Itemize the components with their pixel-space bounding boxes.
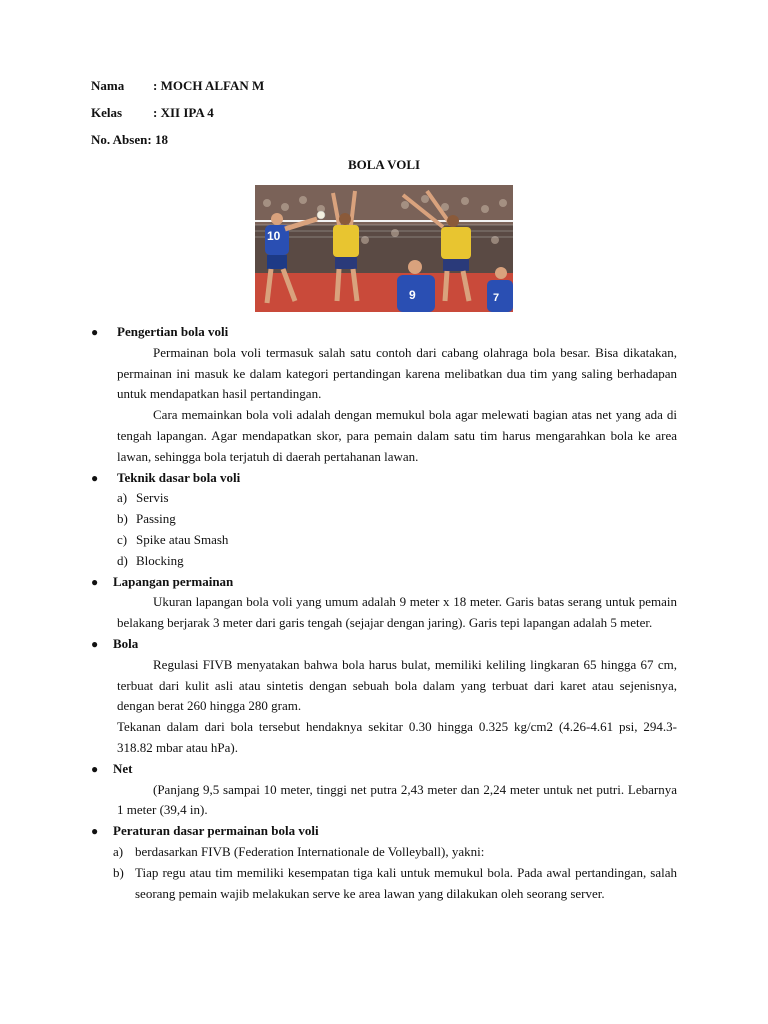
section-heading-net [91, 759, 677, 780]
list-item-text: Spike atau Smash [136, 531, 229, 547]
section-heading-lapangan [91, 572, 677, 593]
list-item-text: Tiap regu atau tim memiliki kesempatan tiga kali untuk memukul bola. Pada awal pertandingan, salah seorang pemain wajib melakukan serve ke area lawan yang dilakukan oleh seorang server. [135, 864, 677, 901]
volleyball-photo-illustration [255, 185, 513, 312]
bullet-icon: ● [91, 325, 99, 339]
list-marker: b) [113, 864, 124, 880]
student-name-row [91, 78, 264, 94]
list-marker: b) [117, 511, 128, 527]
bullet-icon: ● [91, 636, 99, 651]
student-number-value: : 18 [147, 132, 168, 147]
list-marker: d) [117, 552, 128, 568]
paragraph: Ukuran lapangan bola voli yang umum adalah 9 meter x 18 meter. Garis batas serang untuk pemain belakang berjarak 3 meter dari garis tengah (sejajar dengan jaring). Garis tepi lapangan adalah 5 meter. [117, 594, 677, 631]
student-class-label: Kelas [91, 105, 123, 120]
heading-text: Lapangan permainan [113, 573, 234, 589]
list-item [113, 863, 677, 905]
student-class-row [91, 105, 214, 121]
jersey-number-10: 10 [267, 229, 281, 243]
heading-text: Teknik dasar bola voli [117, 469, 241, 485]
paragraph: Cara memainkan bola voli adalah dengan memukul bola agar melewati bagian atas net yang ada di tengah lapangan. Agar mendapatkan skor, para pemain dalam satu tim harus mengarahkan bola ke area lawan, sehingga bola terjatuh di daerah pertahanan lawan. [117, 407, 677, 464]
heading-text: Net [113, 760, 133, 776]
section-heading-peraturan [91, 821, 677, 842]
list-item-text: Passing [136, 511, 176, 527]
paragraph: Tekanan dalam dari bola tersebut hendaknya sekitar 0.30 hingga 0.325 kg/cm2 (4.26-4.61 psi, 294.3-318.82 mbar atau hPa). [117, 719, 677, 755]
list-marker: a) [117, 490, 128, 506]
document-body [91, 322, 677, 904]
list-item [117, 488, 677, 509]
bullet-icon: ● [91, 824, 99, 839]
list-item [117, 530, 677, 551]
paragraph: (Panjang 9,5 sampai 10 meter, tinggi net putra 2,43 meter dan 2,24 meter untuk net putri. Lebarnya 1 meter (39,4 in). [117, 781, 677, 818]
list-marker: a) [113, 843, 124, 859]
list-item-text: Servis [136, 490, 169, 506]
student-class-value: : XII IPA 4 [153, 105, 214, 120]
volleyball-match-photo [255, 185, 513, 312]
bullet-icon: ● [91, 470, 99, 485]
student-number-row [91, 132, 168, 148]
heading-text: Bola [113, 635, 139, 651]
bullet-icon: ● [91, 574, 99, 589]
list-item-text: berdasarkan FIVB (Federation Internationale de Volleyball), yakni: [135, 843, 485, 859]
list-item [117, 551, 677, 572]
list-item [113, 842, 677, 863]
paragraph: Regulasi FIVB menyatakan bahwa bola harus bulat, memiliki keliling lingkaran 65 hingga 67 cm, terbuat dari kulit asli atau sintetis dengan sebuah bola dalam yang terbuat dari karet atau sejenisnya, dengan berat 260 hingga 280 gram. [117, 656, 677, 714]
heading-text: Pengertian bola voli [117, 324, 229, 339]
student-number-label: No. Absen [91, 132, 148, 147]
student-name-label: Nama [91, 78, 125, 93]
heading-text: Peraturan dasar permainan bola voli [113, 823, 319, 839]
jersey-number-9: 9 [409, 288, 416, 302]
section-heading-bola [91, 634, 677, 655]
list-item [117, 509, 677, 530]
student-name-value: : MOCH ALFAN M [153, 78, 265, 93]
list-marker: c) [117, 531, 128, 547]
paragraph: Permainan bola voli termasuk salah satu contoh dari cabang olahraga bola besar. Bisa dikatakan, permainan ini masuk ke dalam kategori pertandingan karena melibatkan dua tim yang saling berhadapan untuk mendapatkan hasil pertandingan. [117, 344, 677, 402]
volleyball-icon [317, 211, 325, 219]
section-heading-teknik [91, 468, 677, 489]
list-item-text: Blocking [136, 552, 184, 568]
bullet-icon: ● [91, 761, 99, 776]
section-heading-pengertian [91, 322, 677, 343]
jersey-number-7: 7 [493, 292, 500, 304]
document-title: BOLA VOLI [347, 157, 421, 172]
